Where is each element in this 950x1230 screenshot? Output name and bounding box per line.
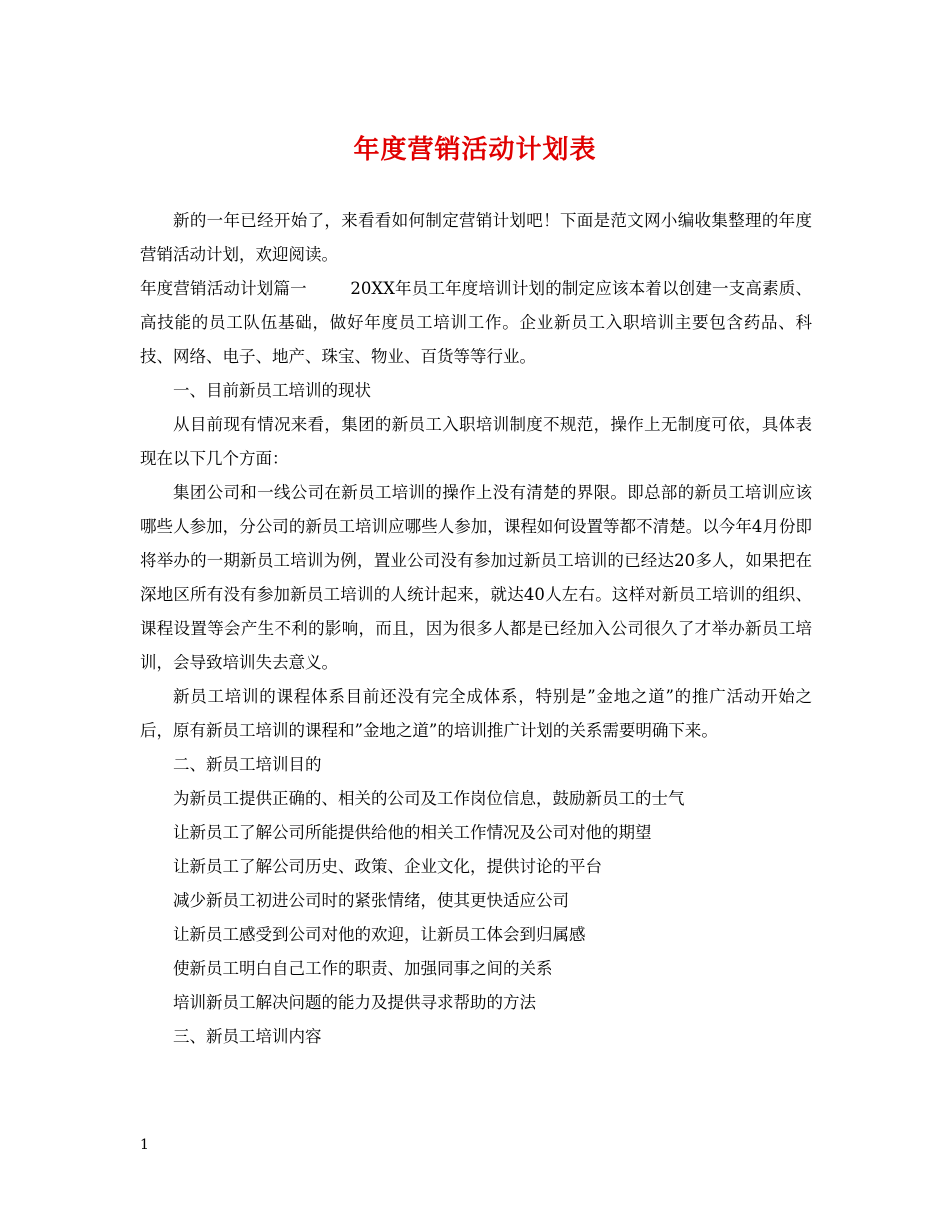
section-heading: 一、目前新员工培训的现状 — [173, 381, 371, 400]
page-number: 1 — [140, 1137, 149, 1153]
paragraph: 新的一年已经开始了，来看看如何制定营销计划吧！下面是范文网小编收集整理的年度营销活动计划，欢迎阅读。 — [140, 211, 812, 264]
list-item: 让新员工感受到公司对他的欢迎，让新员工体会到归属感 — [173, 925, 586, 944]
section-heading: 三、新员工培训内容 — [173, 1027, 322, 1046]
document-body — [140, 204, 812, 1054]
list-item: 减少新员工初进公司时的紧张情绪，使其更快适应公司 — [173, 891, 569, 910]
list-item: 培训新员工解决问题的能力及提供寻求帮助的方法 — [173, 993, 536, 1012]
paragraph: 年度营销活动计划篇一 20XX年员工年度培训计划的制定应该本着以创建一支高素质、高技能的员工队伍基础，做好年度员工培训工作。企业新员工入职培训主要包含药品、科技、网络、电子、地产、珠宝、物业、百货等等行业。 — [140, 279, 812, 366]
paragraph: 集团公司和一线公司在新员工培训的操作上没有清楚的界限。即总部的新员工培训应该哪些人参加，分公司的新员工培训应哪些人参加，课程如何设置等都不清楚。以今年4月份即将举办的一期新员工培训为例，置业公司没有参加过新员工培训的已经达20多人，如果把在深地区所有没有参加新员工培训的人统计起来，就达40人左右。这样对新员工培训的组织、课程设置等会产生不利的影响，而且，因为很多人都是已经加入公司很久了才举办新员工培训，会导致培训失去意义。 — [140, 483, 812, 672]
section-heading: 二、新员工培训目的 — [173, 755, 322, 774]
paragraph: 新员工培训的课程体系目前还没有完全成体系，特别是”金地之道”的推广活动开始之后，原有新员工培训的课程和”金地之道”的培训推广计划的关系需要明确下来。 — [140, 687, 812, 740]
list-item: 让新员工了解公司所能提供给他的相关工作情况及公司对他的期望 — [173, 823, 652, 842]
list-item: 让新员工了解公司历史、政策、企业文化，提供讨论的平台 — [173, 857, 602, 876]
paragraph: 从目前现有情况来看，集团的新员工入职培训制度不规范，操作上无制度可依，具体表现在以下几个方面： — [140, 415, 812, 468]
list-item: 使新员工明白自己工作的职责、加强同事之间的关系 — [173, 959, 553, 978]
document-title: 年度营销活动计划表 — [353, 135, 597, 165]
list-item: 为新员工提供正确的、相关的公司及工作岗位信息，鼓励新员工的士气 — [173, 789, 685, 808]
